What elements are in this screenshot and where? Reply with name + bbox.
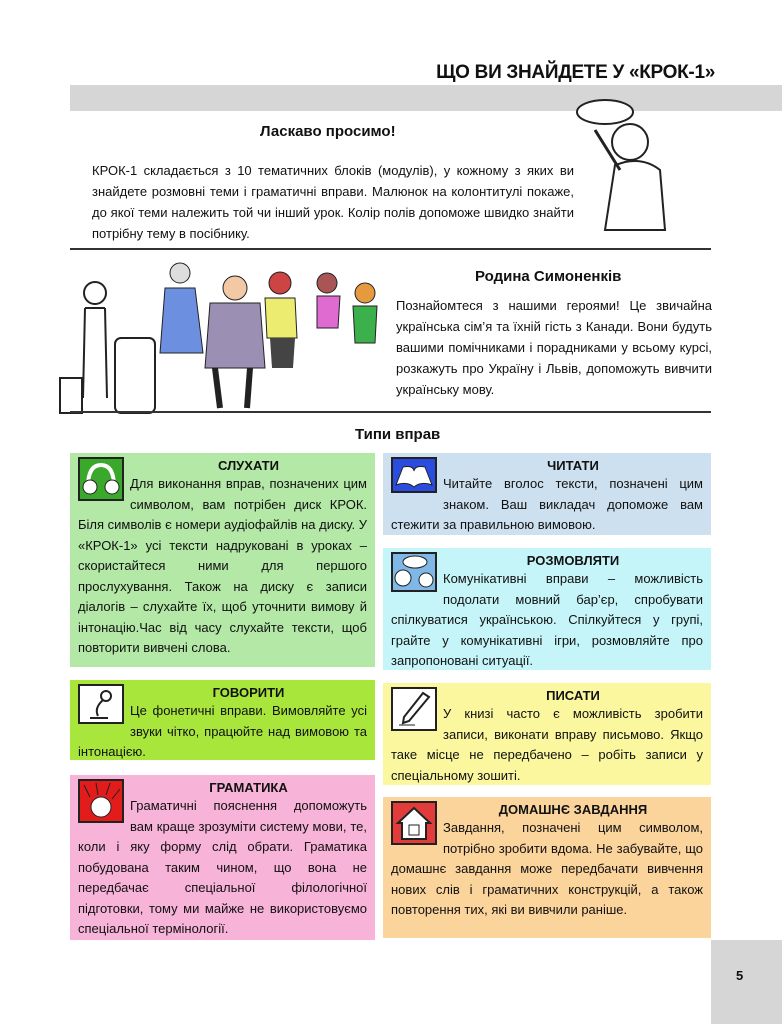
open-book-icon (391, 457, 437, 493)
box-text: Завдання, позначені цим символом, потрібно зробити вдома. Не забувайте, що домашнє завдання може передбачати вивчення нових слів і граматичних конструкцій, а також повторення тих, які ви вивчили раніше. (391, 820, 703, 917)
family-heading: Родина Симоненків (475, 268, 622, 285)
box-read (383, 453, 711, 535)
divider (70, 411, 711, 413)
box-title: ГОВОРИТИ (212, 685, 285, 700)
box-title: ПИСАТИ (546, 688, 600, 703)
box-title: ДОМАШНЄ ЗАВДАННЯ (498, 802, 648, 817)
family-text: Познайомтеся з нашими героями! Це звичайна українська сім’я та їхній гість з Канади. Вони будуть вашими помічниками і порадниками у всьому курсі, розкажуть про Україну і Львів, допоможуть вивчити українську мову. (396, 298, 712, 397)
conversation-icon (391, 552, 437, 592)
box-speak (70, 680, 375, 760)
page-number: 5 (736, 968, 744, 983)
welcome-text: КРОК-1 складається з 10 тематичних блоків (модулів), у кожному з яких ви знайдете розмовні теми і граматичні вправи. Малюнок на колонтитулі покаже, до якої теми належить той чи інший урок. Колір полів допоможе швидко знайти потрібну тему в посібнику. (92, 163, 574, 241)
family-illustration (55, 258, 390, 418)
box-text: У книзі часто є можливість зробити записи, виконати вправу письмово. Якщо таке місце не передбачено – робіть записи у спеціальному зошиті. (391, 706, 703, 783)
box-homework (383, 797, 711, 938)
page-number-tab (711, 940, 782, 1024)
box-text: Для виконання вправ, позначених цим символом, вам потрібен диск КРОК. Біля символів є номери аудіофайлів на диску. У «КРОК-1» усі тексти надруковані в уроках – скористайтеся ними для першого прослухування. Також на диску є записи діалогів – слухайте їх, щоб уточнити вимову й інтонацію.Час від часу слухайте тексти, щоб повторити вивчені слова. (78, 476, 367, 655)
microphone-icon (78, 684, 124, 724)
box-text: Граматичні пояснення допоможуть вам краще зрозуміти систему мови, те, коли і яку форму слід обрати. Граматика побудована таким чином, що вона не передбачає спеціальної філологічної підготовки, тому ми майже не використовуємо спеціальної термінології. (78, 798, 367, 936)
welcome-heading: Ласкаво просимо! (260, 123, 396, 140)
pen-writing-icon (391, 687, 437, 731)
house-icon (391, 801, 437, 845)
thinking-head-icon (78, 779, 124, 823)
box-text: Це фонетичні вправи. Вимовляйте усі звуки чітко, працюйте над вимовою та інтонацією. (78, 703, 367, 759)
exercise-types-heading: Типи вправ (355, 426, 441, 443)
page-title: ЩО ВИ ЗНАЙДЕТЕ У «КРОК-1» (436, 62, 715, 83)
headphones-icon (78, 457, 124, 501)
box-text: Читайте вголос тексти, позначені цим знаком. Ваш викладач допоможе вам стежити за правильною вимовою. (391, 476, 703, 532)
box-listen (70, 453, 375, 667)
box-title: РОЗМОВЛЯТИ (526, 553, 620, 568)
host-illustration (575, 90, 695, 240)
box-title: ГРАМАТИКА (209, 780, 288, 795)
box-title: СЛУХАТИ (218, 458, 279, 473)
box-write (383, 683, 711, 785)
divider (70, 248, 711, 250)
box-talk (383, 548, 711, 670)
box-grammar (70, 775, 375, 940)
box-text: Комунікативні вправи – можливість подолати мовний бар’єр, спробувати спілкуватися українською. Спілкуйтеся у групі, грайте у комунікативні ігри, розмовляйте про запропоновані ситуації. (391, 571, 703, 668)
box-title: ЧИТАТИ (547, 458, 599, 473)
